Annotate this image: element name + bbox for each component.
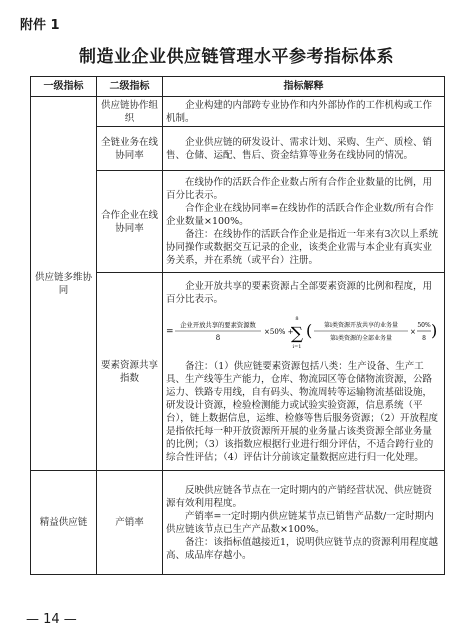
level2-cell: 产销率 <box>97 471 163 575</box>
formula-right-paren: ) <box>431 320 438 340</box>
explanation-cell <box>163 127 445 171</box>
formula-frac1-den: 8 <box>215 333 221 342</box>
explanation-cell <box>163 97 445 127</box>
table-row <box>31 97 445 127</box>
explanation-cell <box>163 273 445 471</box>
level1-cell-lean: 精益供应链 <box>31 471 97 575</box>
header-level2: 二级指标 <box>97 77 163 97</box>
explanation-text: 企业供应链的研发设计、需求计划、采购、生产、质检、销售、仓储、运配、售后、资金结算等业务在线协同的情况。 <box>166 136 433 161</box>
header-explanation: 指标解释 <box>163 77 445 97</box>
explanation-text: 备注：在线协作的活跃合作企业是指近一年来有3次以上系统协同操作或数据交互记录的企业，该类企业需与本企业有真实业务关系，并在系统（或平台）注册。 <box>166 229 439 266</box>
formula-left-paren: ( <box>306 320 313 340</box>
level2-cell: 要素资源共享指数 <box>97 273 163 471</box>
indicator-table <box>30 76 445 575</box>
explanation-text: 合作企业在线协同率=在线协作的活跃合作企业数/所有合作企业数量×100%。 <box>166 203 434 227</box>
header-level1: 一级指标 <box>31 77 97 97</box>
level2-cell: 合作企业在线协同率 <box>97 171 163 273</box>
formula-frac1-num: 企业开放共享的要素资源数 <box>180 321 256 329</box>
page-title: 制造业企业供应链管理水平参考指标体系 <box>79 47 394 67</box>
formula-sigma: ∑ <box>290 323 304 344</box>
page-number: — 14 — <box>26 612 77 627</box>
formula-sum-top: 8 <box>295 315 299 322</box>
explanation-text: 产销率=一定时期内供应链某节点已销售产品数/一定时期内供应链该节点已生产产品数×100%。 <box>166 510 434 535</box>
attachment-label: 附件 1 <box>20 18 60 33</box>
explanation-text: 备注：该指标值越接近1，说明供应链节点的资源利用程度越高、成品库存越小。 <box>166 536 439 561</box>
formula-sum-bottom: i=1 <box>292 343 302 350</box>
formula-frac3-num: 50% <box>417 321 431 329</box>
formula-inner-times: × <box>410 327 416 336</box>
explanation-text: 备注：（1）供应链要素资源包括八类：生产设备、生产工具、生产线等生产能力，仓库、物流园区等仓储物流资源，公路运力、铁路专用线，自有码头、物流周转等运输物流基础设施，研发设计资源，检验检测能力或试验实验资源，信息系统（平台），链上数据信息，运维、检修等售后服务资源；（2）开放程度是指依托每一种开放资源所开展的业务量占该类资源全部业务量的比例；（3）该指数应根据行业进行细分评估，不适合跨行业的综合性评估；（4）评估计分前该定量数据应进行归一化处理。 <box>166 360 439 463</box>
formula-frac3-den: 8 <box>422 334 426 342</box>
explanation-cell <box>163 171 445 273</box>
formula-inner-den: 第i类资源的全部业务量 <box>330 334 392 342</box>
level2-cell: 供应链协作组织 <box>97 97 163 127</box>
explanation-cell <box>163 471 445 575</box>
formula-times: ×50% + <box>264 327 294 336</box>
table-header-row <box>31 77 445 97</box>
explanation-text: 在线协作的活跃合作企业数占所有合作企业数量的比例，用百分比表示。 <box>166 177 433 201</box>
formula-inner-num: 第i类资源开放共享的业务量 <box>324 321 398 329</box>
explanation-text: 反映供应链各节点在一定时期内的产销经营状况、供应链资源有效利用程度。 <box>166 484 433 509</box>
level1-cell-collaboration: 供应链多维协同 <box>31 97 97 471</box>
explanation-text: 企业开放共享的要素资源占全部要素资源的比例和程度，用百分比表示。 <box>166 280 433 305</box>
explanation-text: 企业构建的内部跨专业协作和内外部协作的工作机构或工作机制。 <box>166 99 433 124</box>
formula-equals: = <box>166 326 174 337</box>
table-row <box>31 471 445 575</box>
level2-cell: 全链业务在线协同率 <box>97 127 163 171</box>
sharing-index-formula <box>166 312 441 352</box>
